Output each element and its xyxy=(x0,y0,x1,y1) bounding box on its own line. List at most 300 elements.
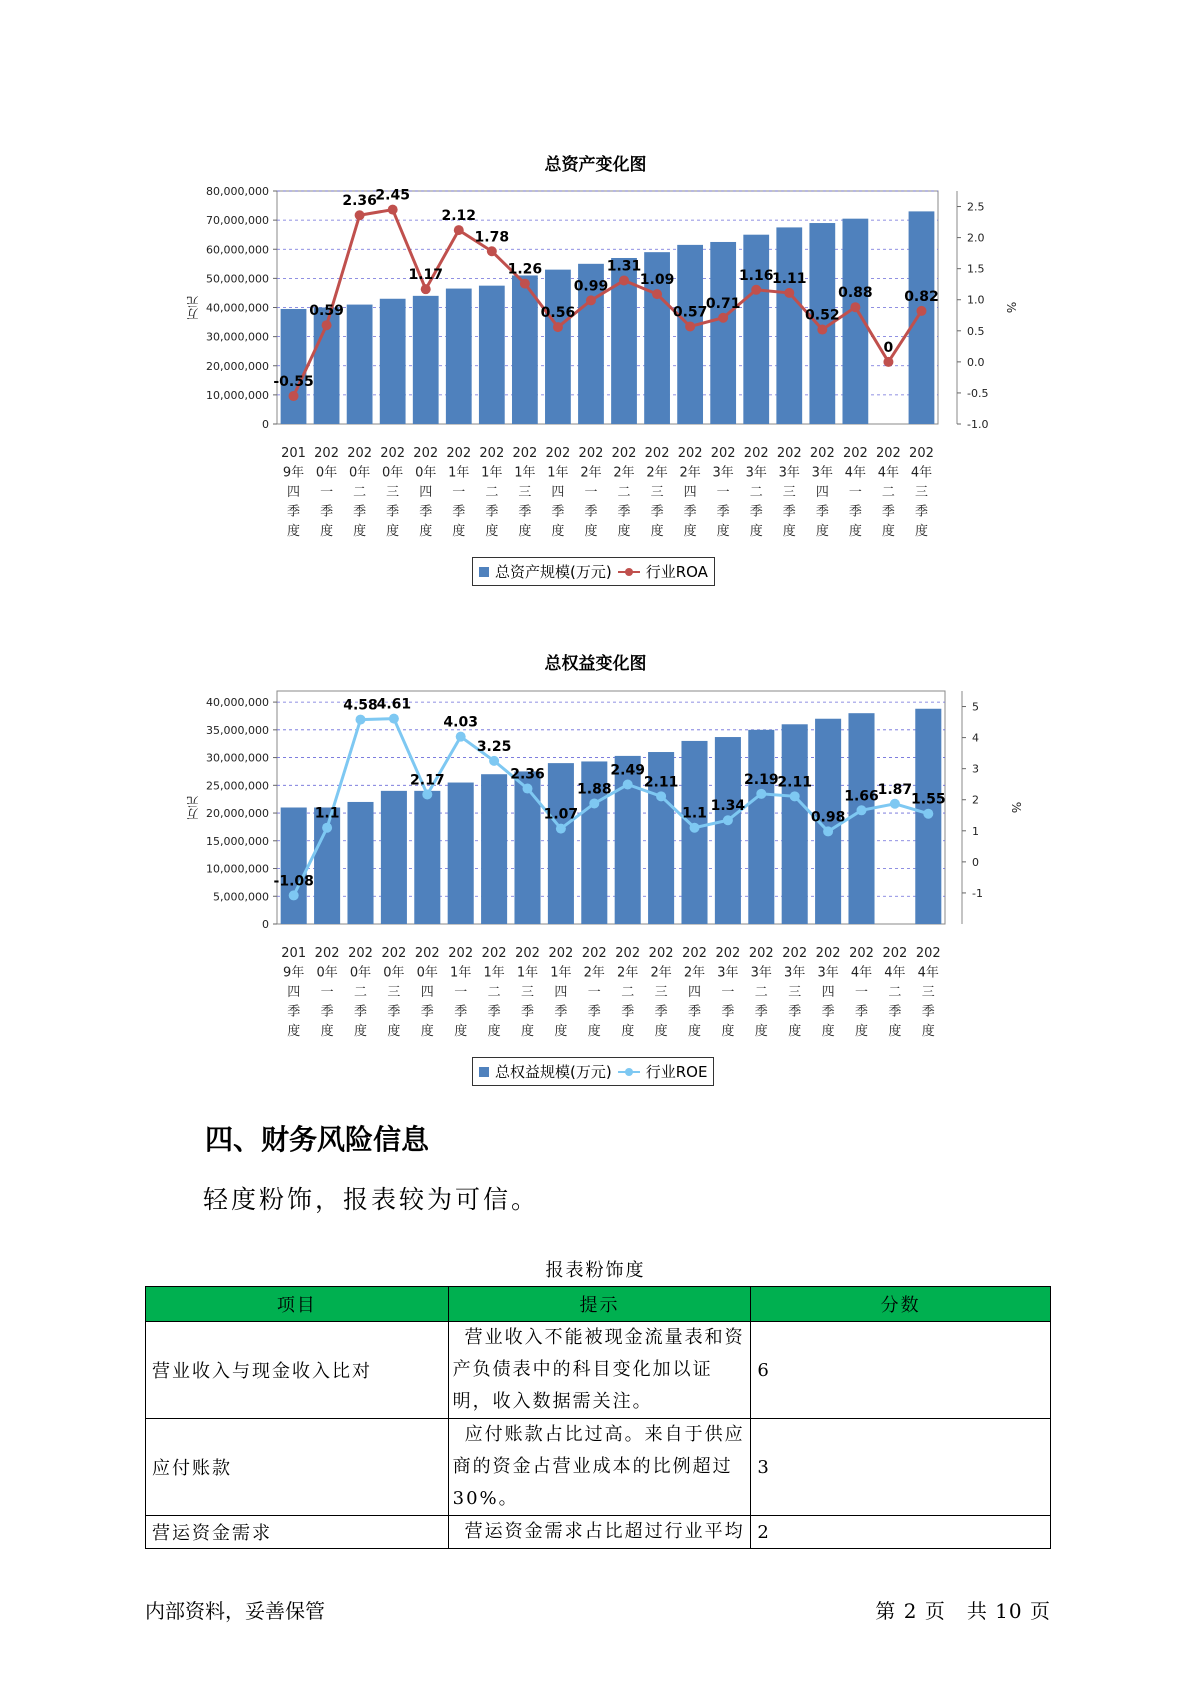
y-tick-label: 40,000,000 xyxy=(206,696,269,710)
x-tick-label: 202 xyxy=(644,446,670,461)
x-tick-label: 一 xyxy=(848,485,862,500)
bar xyxy=(848,713,874,924)
line-point xyxy=(489,756,499,766)
x-tick-label: 度 xyxy=(621,1024,635,1039)
data-label: -1.08 xyxy=(273,873,314,890)
x-tick-label: 202 xyxy=(381,946,407,961)
x-tick-label: 四 xyxy=(287,485,301,500)
x-tick-label: 3年 xyxy=(712,465,734,481)
x-tick-label: 度 xyxy=(419,524,433,539)
data-label: 1.1 xyxy=(314,805,340,822)
x-tick-label: 季 xyxy=(387,1004,401,1020)
x-tick-label: 四 xyxy=(683,485,697,500)
data-label: 1.31 xyxy=(606,258,642,275)
y2-tick-label: 2 xyxy=(972,793,979,807)
x-tick-label: 四 xyxy=(551,485,565,500)
y-tick-label: 35,000,000 xyxy=(206,723,269,737)
line-point xyxy=(589,798,599,808)
x-tick-label: 度 xyxy=(551,524,565,539)
y2-tick-label: 1.0 xyxy=(967,293,985,307)
x-tick-label: 202 xyxy=(479,446,505,461)
x-tick-label: 度 xyxy=(584,524,598,539)
data-label: 2.11 xyxy=(777,774,812,791)
data-label: 1.11 xyxy=(772,270,807,287)
x-tick-label: 四 xyxy=(420,985,434,1000)
bar xyxy=(514,771,540,924)
x-tick-label: 二 xyxy=(621,985,635,1000)
line-point xyxy=(553,322,563,332)
data-label: 1.16 xyxy=(738,267,774,284)
x-tick-label: 202 xyxy=(915,946,941,961)
x-tick-label: 3年 xyxy=(817,965,839,981)
x-tick-label: 一 xyxy=(721,985,735,1000)
x-tick-label: 度 xyxy=(520,1024,535,1039)
line-point xyxy=(322,823,332,833)
x-tick-label: 季 xyxy=(584,504,598,520)
line-point xyxy=(883,357,893,367)
y2-axis-label: % xyxy=(1009,801,1023,814)
line-point xyxy=(923,809,933,819)
x-tick-label: 季 xyxy=(881,504,895,520)
line-point xyxy=(790,791,800,801)
x-tick-label: 四 xyxy=(419,485,433,500)
data-label: 1.66 xyxy=(844,788,879,805)
x-tick-label: 度 xyxy=(454,1024,468,1039)
x-tick-label: 4年 xyxy=(910,465,933,481)
data-label: -0.55 xyxy=(273,374,314,391)
x-tick-label: 季 xyxy=(452,504,466,520)
x-tick-label: 三 xyxy=(518,485,532,500)
x-tick-label: 度 xyxy=(815,524,829,539)
x-tick-label: 2年 xyxy=(650,965,672,981)
x-tick-label: 2年 xyxy=(580,465,602,481)
x-tick-label: 季 xyxy=(551,504,565,520)
x-tick-label: 季 xyxy=(287,504,301,520)
x-tick-label: 度 xyxy=(721,1024,735,1039)
x-tick-label: 二 xyxy=(754,985,768,1000)
x-tick-label: 9年 xyxy=(283,965,305,981)
data-label: 0.59 xyxy=(309,303,344,320)
y-tick-label: 25,000,000 xyxy=(206,779,269,793)
line-point xyxy=(817,325,827,335)
x-tick-label: 0年 xyxy=(315,465,338,481)
line-point xyxy=(322,320,332,330)
line-point xyxy=(487,246,497,256)
y2-tick-label: -1 xyxy=(972,886,983,900)
x-tick-label: 度 xyxy=(320,1024,334,1039)
y-tick-label: 30,000,000 xyxy=(206,330,269,344)
x-tick-label: 2年 xyxy=(617,965,639,981)
line-point xyxy=(389,714,399,724)
data-label: 1.78 xyxy=(474,229,510,246)
x-tick-label: 202 xyxy=(815,946,841,961)
data-label: 4.58 xyxy=(343,697,378,714)
bar xyxy=(380,299,406,424)
x-tick-label: 度 xyxy=(353,524,367,539)
bar xyxy=(281,309,307,424)
section-heading: 四、财务风险信息 xyxy=(205,1123,430,1156)
x-tick-label: 季 xyxy=(848,504,862,520)
x-tick-label: 季 xyxy=(650,504,664,520)
x-tick-label: 二 xyxy=(487,985,501,1000)
data-label: 1.87 xyxy=(877,781,913,798)
bar xyxy=(479,286,505,424)
x-tick-label: 季 xyxy=(487,1004,501,1020)
row-hint: 营业收入不能被现金流量表和资产负债表中的科目变化加以证明，收入数据需关注。 xyxy=(448,1322,751,1419)
x-tick-label: 季 xyxy=(687,1004,702,1020)
x-tick-label: 季 xyxy=(617,504,631,520)
x-tick-label: 四 xyxy=(815,485,829,500)
footer-confidential: 内部资料，妥善保管 xyxy=(145,1599,325,1623)
x-tick-label: 202 xyxy=(876,446,901,461)
x-tick-label: 三 xyxy=(387,985,401,1000)
x-tick-label: 2年 xyxy=(679,465,701,481)
x-tick-label: 202 xyxy=(446,446,472,461)
x-tick-label: 一 xyxy=(587,985,601,1000)
x-tick-label: 季 xyxy=(721,1004,735,1020)
y2-tick-label: 1.5 xyxy=(967,262,985,276)
asset-chart-ylabel: 万元 xyxy=(186,296,200,320)
asset-chart-title: 总资产变化图 xyxy=(544,155,647,175)
x-tick-label: 度 xyxy=(320,524,334,539)
line-point xyxy=(656,791,666,801)
x-tick-label: 202 xyxy=(748,946,774,961)
x-tick-label: 3年 xyxy=(778,465,800,481)
x-tick-label: 季 xyxy=(654,1004,668,1020)
risk-table xyxy=(145,1286,1051,1549)
x-tick-label: 9年 xyxy=(282,465,305,481)
data-label: 4.61 xyxy=(376,696,412,713)
line-point xyxy=(586,295,596,305)
line-point xyxy=(355,210,365,220)
x-tick-label: 二 xyxy=(881,485,895,500)
x-tick-label: 季 xyxy=(914,504,928,520)
data-label: 2.49 xyxy=(610,762,645,779)
line-point xyxy=(823,826,833,836)
x-tick-label: 0年 xyxy=(382,465,404,481)
line-point xyxy=(857,805,867,815)
x-tick-label: 202 xyxy=(347,446,373,461)
x-tick-label: 4年 xyxy=(877,465,900,481)
x-tick-label: 二 xyxy=(485,485,499,500)
x-tick-label: 三 xyxy=(520,985,535,1000)
y-tick-label: 60,000,000 xyxy=(206,243,269,257)
x-tick-label: 度 xyxy=(782,524,796,539)
x-tick-label: 202 xyxy=(743,446,769,461)
bar xyxy=(748,730,774,924)
legend-series-2-label: 行业ROE xyxy=(645,1063,708,1081)
x-tick-label: 四 xyxy=(554,985,568,1000)
table-row xyxy=(146,1322,1051,1419)
x-tick-label: 1年 xyxy=(516,965,539,981)
y2-tick-label: 1 xyxy=(972,824,979,838)
legend-bar-swatch xyxy=(479,567,489,577)
x-tick-label: 202 xyxy=(414,946,440,961)
bar xyxy=(548,763,574,924)
x-tick-label: 二 xyxy=(749,485,763,500)
data-label: 2.36 xyxy=(510,766,545,783)
bar xyxy=(782,724,808,924)
x-tick-label: 季 xyxy=(716,504,730,520)
x-tick-label: 度 xyxy=(353,1024,368,1039)
line-point xyxy=(619,275,629,285)
x-tick-label: 4年 xyxy=(850,965,873,981)
x-tick-label: 三 xyxy=(386,485,400,500)
x-tick-label: 季 xyxy=(782,504,796,520)
legend-bar-swatch xyxy=(479,1067,489,1077)
x-tick-label: 季 xyxy=(518,504,532,520)
x-tick-label: 二 xyxy=(353,485,367,500)
line-point xyxy=(456,732,466,742)
y-tick-label: 10,000,000 xyxy=(206,862,269,876)
data-label: 2.36 xyxy=(342,193,377,210)
x-tick-label: 202 xyxy=(348,946,373,961)
x-tick-label: 季 xyxy=(420,1004,434,1020)
y-tick-label: 5,000,000 xyxy=(213,890,269,904)
table-row xyxy=(146,1419,1051,1516)
legend-line-swatch xyxy=(618,1067,640,1077)
x-tick-label: 202 xyxy=(909,446,934,461)
x-tick-label: 季 xyxy=(454,1004,468,1020)
data-label: 2.19 xyxy=(744,771,779,788)
x-tick-label: 度 xyxy=(287,1024,301,1039)
equity-change-chart xyxy=(0,680,1191,1080)
x-tick-label: 3年 xyxy=(784,965,806,981)
bar xyxy=(446,289,472,424)
y-tick-label: 0 xyxy=(262,918,269,931)
bar xyxy=(677,245,703,424)
data-label: 2.45 xyxy=(375,187,410,204)
x-tick-label: 度 xyxy=(518,524,532,539)
y-tick-label: 70,000,000 xyxy=(206,214,269,228)
header-hint: 提示 xyxy=(448,1287,751,1322)
x-tick-label: 202 xyxy=(548,946,574,961)
row-hint: 应付账款占比过高。来自于供应商的资金占营业成本的比例超过30%。 xyxy=(448,1419,751,1516)
y2-tick-label: 4 xyxy=(972,731,979,745)
x-tick-label: 季 xyxy=(921,1004,935,1020)
x-tick-label: 202 xyxy=(782,946,808,961)
bar xyxy=(381,791,407,924)
x-tick-label: 度 xyxy=(420,1024,434,1039)
line-point xyxy=(623,780,633,790)
line-point xyxy=(784,288,794,298)
x-tick-label: 四 xyxy=(687,985,702,1000)
x-tick-label: 202 xyxy=(611,446,637,461)
x-tick-label: 4年 xyxy=(844,465,867,481)
equity-chart-title: 总权益变化图 xyxy=(544,654,647,674)
x-tick-label: 3年 xyxy=(745,465,767,481)
x-tick-label: 三 xyxy=(788,985,802,1000)
x-tick-label: 度 xyxy=(788,1024,802,1039)
x-tick-label: 度 xyxy=(487,1024,501,1039)
x-tick-label: 4年 xyxy=(884,965,906,981)
data-label: 2.11 xyxy=(643,774,679,791)
data-label: 0.98 xyxy=(810,809,846,826)
data-label: 2.17 xyxy=(410,772,445,789)
x-tick-label: 1年 xyxy=(514,465,536,481)
equity-chart-ylabel: 万元 xyxy=(186,796,200,820)
x-tick-label: 季 xyxy=(621,1004,635,1020)
x-tick-label: 0年 xyxy=(415,465,437,481)
x-tick-label: 201 xyxy=(281,446,306,461)
line-point xyxy=(718,313,728,323)
bar xyxy=(776,227,802,424)
data-label: 0.52 xyxy=(805,307,840,324)
x-tick-label: 度 xyxy=(485,524,499,539)
bar xyxy=(481,774,507,924)
line-point xyxy=(723,815,733,825)
bar xyxy=(347,305,373,424)
x-tick-label: 一 xyxy=(320,985,334,1000)
x-tick-label: 季 xyxy=(520,1004,535,1020)
bar xyxy=(448,783,474,924)
x-tick-label: 202 xyxy=(648,946,674,961)
x-tick-label: 三 xyxy=(782,485,796,500)
bar xyxy=(743,235,769,424)
data-label: 1.1 xyxy=(682,805,707,822)
line-point xyxy=(388,205,398,215)
x-tick-label: 202 xyxy=(710,446,736,461)
bar xyxy=(715,737,741,924)
data-label: 0.99 xyxy=(573,278,609,295)
x-tick-label: 季 xyxy=(386,504,400,520)
x-tick-label: 1年 xyxy=(450,965,472,981)
x-tick-label: 一 xyxy=(452,485,466,500)
bar xyxy=(909,211,935,424)
x-tick-label: 季 xyxy=(485,504,499,520)
line-point xyxy=(289,890,299,900)
x-tick-label: 2年 xyxy=(583,965,605,981)
x-tick-label: 季 xyxy=(287,1004,301,1020)
x-tick-label: 202 xyxy=(581,946,607,961)
x-tick-label: 三 xyxy=(650,485,664,500)
x-tick-label: 度 xyxy=(617,524,631,539)
bar xyxy=(281,808,307,925)
data-label: 0.88 xyxy=(838,285,873,302)
row-item: 应付账款 xyxy=(146,1419,449,1516)
x-tick-label: 季 xyxy=(587,1004,601,1020)
data-label: 1.07 xyxy=(543,806,579,823)
row-item: 营运资金需求 xyxy=(146,1516,449,1549)
x-tick-label: 季 xyxy=(683,504,697,520)
y-tick-label: 10,000,000 xyxy=(206,388,269,402)
bar xyxy=(347,802,373,924)
x-tick-label: 202 xyxy=(314,946,340,961)
bar xyxy=(545,270,571,424)
x-tick-label: 季 xyxy=(888,1004,902,1020)
x-tick-label: 季 xyxy=(320,1004,334,1020)
data-label: 4.03 xyxy=(443,714,478,731)
data-label: 1.34 xyxy=(710,798,746,815)
x-tick-label: 2年 xyxy=(683,965,706,981)
table-caption: 报表粉饰度 xyxy=(545,1260,646,1281)
x-tick-label: 202 xyxy=(776,446,802,461)
x-tick-label: 202 xyxy=(515,946,540,961)
x-tick-label: 202 xyxy=(882,946,908,961)
line-point xyxy=(421,284,431,294)
header-item: 项目 xyxy=(146,1287,449,1322)
x-tick-label: 202 xyxy=(481,946,507,961)
line-point xyxy=(523,784,533,794)
data-label: 3.25 xyxy=(476,738,512,755)
y2-tick-label: 0.5 xyxy=(967,324,985,338)
legend-series-1-label: 总资产规模(万元) xyxy=(495,563,612,581)
x-tick-label: 0年 xyxy=(348,465,371,481)
x-tick-label: 季 xyxy=(320,504,334,520)
x-tick-label: 度 xyxy=(654,1024,668,1039)
x-tick-label: 度 xyxy=(821,1024,835,1039)
x-tick-label: 度 xyxy=(921,1024,935,1039)
y2-tick-label: -1.0 xyxy=(967,418,989,431)
x-tick-label: 三 xyxy=(654,985,668,1000)
y2-tick-label: 2.0 xyxy=(967,231,985,245)
line-point xyxy=(916,306,926,316)
line-point xyxy=(422,789,432,799)
x-tick-label: 季 xyxy=(854,1004,869,1020)
x-tick-label: 度 xyxy=(716,524,730,539)
asset-change-chart xyxy=(0,180,1191,580)
y-tick-label: 15,000,000 xyxy=(206,834,269,848)
x-tick-label: 2年 xyxy=(613,465,635,481)
line-point xyxy=(756,789,766,799)
bar xyxy=(414,791,440,924)
x-tick-label: 季 xyxy=(419,504,433,520)
x-tick-label: 度 xyxy=(587,1024,601,1039)
line-point xyxy=(289,391,299,401)
x-tick-label: 0年 xyxy=(316,965,338,981)
x-tick-label: 季 xyxy=(815,504,829,520)
x-tick-label: 季 xyxy=(353,1004,368,1020)
table-header-row xyxy=(146,1287,1051,1322)
table-row xyxy=(146,1516,1051,1549)
data-label: 0.57 xyxy=(672,304,708,321)
x-tick-label: 一 xyxy=(454,985,468,1000)
x-tick-label: 202 xyxy=(512,446,538,461)
x-tick-label: 四 xyxy=(821,985,835,1000)
y-tick-label: 30,000,000 xyxy=(206,751,269,765)
x-tick-label: 度 xyxy=(650,524,664,539)
data-label: 1.26 xyxy=(507,261,543,278)
x-tick-label: 度 xyxy=(914,524,928,539)
x-tick-label: 一 xyxy=(854,985,869,1000)
x-tick-label: 0年 xyxy=(349,965,372,981)
x-tick-label: 1年 xyxy=(483,965,505,981)
data-label: 1.17 xyxy=(408,267,443,284)
x-tick-label: 1年 xyxy=(547,465,569,481)
y-tick-label: 50,000,000 xyxy=(206,272,269,286)
x-tick-label: 202 xyxy=(715,946,741,961)
y2-tick-label: -0.5 xyxy=(967,386,989,400)
x-tick-label: 一 xyxy=(584,485,598,500)
y-tick-label: 20,000,000 xyxy=(206,359,269,373)
y-tick-label: 80,000,000 xyxy=(206,185,269,198)
y2-tick-label: 3 xyxy=(972,762,979,776)
row-score: 6 xyxy=(751,1322,1051,1419)
x-tick-label: 202 xyxy=(545,446,571,461)
legend-series-2-label: 行业ROA xyxy=(645,563,708,581)
x-tick-label: 四 xyxy=(287,985,301,1000)
x-tick-label: 季 xyxy=(821,1004,835,1020)
x-tick-label: 二 xyxy=(617,485,631,500)
x-tick-label: 度 xyxy=(888,1024,902,1039)
x-tick-label: 0年 xyxy=(383,965,405,981)
x-tick-label: 度 xyxy=(687,1024,702,1039)
line-point xyxy=(751,285,761,295)
x-tick-label: 季 xyxy=(749,504,763,520)
data-label: 2.12 xyxy=(441,208,477,225)
x-tick-label: 3年 xyxy=(717,965,739,981)
line-point xyxy=(356,715,366,725)
